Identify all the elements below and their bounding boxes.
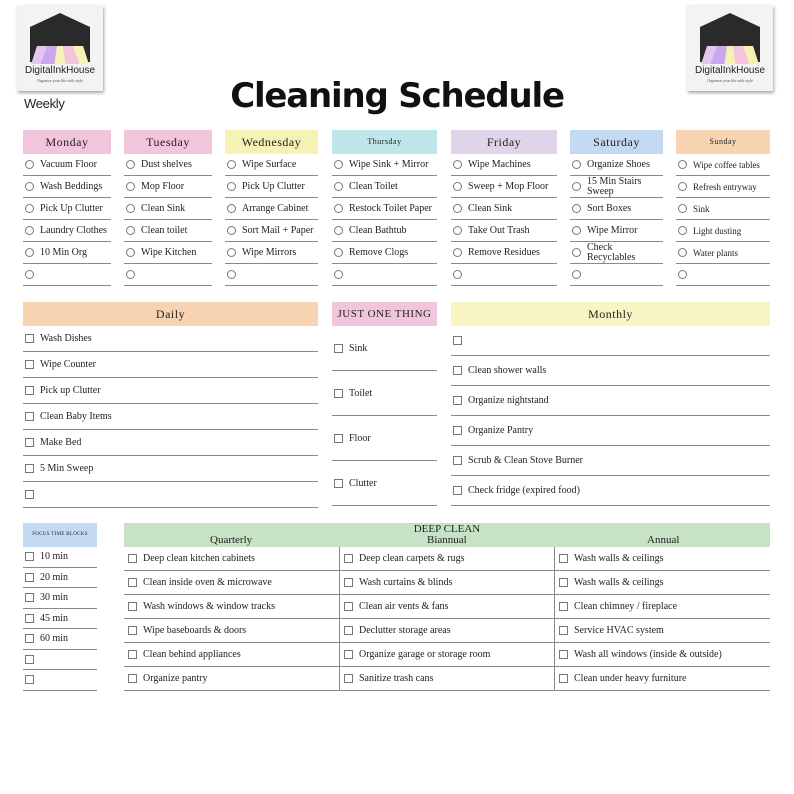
day-task-row — [332, 154, 437, 176]
task-label: Wipe Surface — [242, 158, 297, 170]
day-task-row — [570, 198, 663, 220]
focus-block-row — [23, 650, 97, 671]
house-logo-icon — [697, 10, 763, 64]
monthly-header: Monthly — [451, 302, 770, 326]
monthly-task-row — [451, 326, 770, 356]
focus-block-row — [23, 568, 97, 589]
day-task-row — [451, 242, 557, 264]
one-thing-section — [332, 302, 437, 506]
deep-clean-row — [555, 547, 770, 571]
checkbox[interactable] — [25, 655, 34, 664]
checkbox[interactable] — [128, 650, 137, 659]
task-label: Laundry Clothes — [40, 224, 107, 236]
checkbox[interactable] — [334, 479, 343, 488]
radio-circle[interactable] — [25, 248, 34, 257]
radio-circle[interactable] — [572, 270, 581, 279]
radio-circle[interactable] — [126, 270, 135, 279]
checkbox[interactable] — [453, 486, 462, 495]
task-label: Arrange Cabinet — [242, 202, 309, 214]
checkbox[interactable] — [559, 674, 568, 683]
monthly-task-row — [451, 356, 770, 386]
day-header: Monday — [23, 130, 111, 154]
day-task-row — [124, 220, 212, 242]
day-task-row — [124, 198, 212, 220]
task-label: Organize Pantry — [468, 425, 534, 436]
radio-circle[interactable] — [572, 182, 581, 191]
task-label: Sink — [349, 342, 368, 354]
daily-task-row — [23, 352, 318, 378]
radio-circle[interactable] — [453, 182, 462, 191]
radio-circle[interactable] — [334, 226, 343, 235]
deep-clean-row — [124, 619, 339, 643]
day-task-row — [570, 264, 663, 286]
task-label: Sanitize trash cans — [359, 673, 434, 684]
task-label: Wipe coffee tables — [693, 159, 760, 170]
checkbox[interactable] — [344, 626, 353, 635]
day-task-row — [676, 264, 770, 286]
task-label: Dust shelves — [141, 158, 192, 170]
task-label: 10 min — [40, 551, 69, 563]
radio-circle[interactable] — [126, 182, 135, 191]
radio-circle[interactable] — [25, 204, 34, 213]
task-label: Remove Residues — [468, 246, 540, 258]
task-label: Clean shower walls — [468, 365, 547, 376]
checkbox[interactable] — [25, 675, 34, 684]
day-task-row — [451, 220, 557, 242]
daily-task-row — [23, 482, 318, 508]
task-label: Clean under heavy furniture — [574, 673, 687, 684]
day-task-row — [225, 264, 318, 286]
checkbox[interactable] — [344, 602, 353, 611]
radio-circle[interactable] — [227, 270, 236, 279]
checkbox[interactable] — [128, 626, 137, 635]
radio-circle[interactable] — [334, 270, 343, 279]
day-column-monday — [23, 130, 111, 286]
task-label: Clean air vents & fans — [359, 601, 449, 612]
day-task-row — [332, 242, 437, 264]
day-task-row — [676, 242, 770, 264]
task-label: Clean toilet — [141, 224, 188, 236]
checkbox[interactable] — [25, 552, 34, 561]
checkbox[interactable] — [25, 438, 34, 447]
task-label: Sort Boxes — [587, 202, 632, 214]
checkbox[interactable] — [453, 366, 462, 375]
day-task-row — [23, 264, 111, 286]
checkbox[interactable] — [344, 578, 353, 587]
house-logo-icon — [27, 10, 93, 64]
radio-circle[interactable] — [678, 160, 687, 169]
task-label: Wash Dishes — [40, 333, 92, 344]
checkbox[interactable] — [25, 614, 34, 623]
task-label: 30 min — [40, 592, 69, 604]
weekly-label: Weekly — [24, 96, 65, 111]
checkbox[interactable] — [559, 554, 568, 563]
task-label: Pick up Clutter — [40, 385, 101, 396]
task-label: Sink — [693, 203, 710, 214]
checkbox[interactable] — [25, 634, 34, 643]
focus-block-row — [23, 588, 97, 609]
checkbox[interactable] — [25, 593, 34, 602]
checkbox[interactable] — [25, 490, 34, 499]
radio-circle[interactable] — [678, 248, 687, 257]
day-task-row — [225, 242, 318, 264]
day-task-row — [332, 220, 437, 242]
radio-circle[interactable] — [126, 248, 135, 257]
radio-circle[interactable] — [126, 160, 135, 169]
task-label: Wash curtains & blinds — [359, 577, 453, 588]
quarterly-title: Quarterly — [210, 534, 253, 546]
annual-title: Annual — [647, 534, 680, 546]
day-task-row — [451, 154, 557, 176]
radio-circle[interactable] — [334, 160, 343, 169]
radio-circle[interactable] — [678, 182, 687, 191]
task-label: Restock Toilet Paper — [349, 202, 432, 214]
task-label: Wipe Kitchen — [141, 246, 197, 258]
one-thing-header: JUST ONE THING — [332, 302, 437, 326]
checkbox[interactable] — [559, 602, 568, 611]
checkbox[interactable] — [25, 386, 34, 395]
checkbox[interactable] — [453, 426, 462, 435]
day-task-row — [124, 264, 212, 286]
task-label: Vacuum Floor — [40, 158, 97, 170]
task-label: Wipe Sink + Mirror — [349, 158, 429, 170]
brand-name: DigitalInkHouse — [694, 65, 766, 76]
task-label: Wash walls & ceilings — [574, 577, 664, 588]
day-column-wednesday — [225, 130, 318, 286]
deep-clean-row — [124, 643, 339, 667]
radio-circle[interactable] — [572, 204, 581, 213]
checkbox[interactable] — [128, 602, 137, 611]
task-label: Organize Shoes — [587, 158, 650, 170]
day-task-row — [23, 154, 111, 176]
day-task-row — [451, 198, 557, 220]
deep-clean-row — [124, 547, 339, 571]
radio-circle[interactable] — [334, 248, 343, 257]
one-thing-row — [332, 371, 437, 416]
task-label: Organize pantry — [143, 673, 208, 684]
task-label: Pick Up Clutter — [40, 202, 103, 214]
task-label: Organize garage or storage room — [359, 649, 491, 660]
radio-circle[interactable] — [453, 160, 462, 169]
daily-task-row — [23, 326, 318, 352]
task-label: Floor — [349, 432, 371, 444]
day-column-tuesday — [124, 130, 212, 286]
task-label: Check Recyclables — [587, 241, 636, 263]
day-task-row — [23, 220, 111, 242]
task-label: Deep clean kitchen cabinets — [143, 553, 255, 564]
divider — [339, 547, 340, 691]
checkbox[interactable] — [344, 674, 353, 683]
checkbox[interactable] — [334, 434, 343, 443]
checkbox[interactable] — [128, 578, 137, 587]
task-label: Clean Bathtub — [349, 224, 407, 236]
day-task-row — [332, 264, 437, 286]
task-label: Wipe Counter — [40, 359, 96, 370]
radio-circle[interactable] — [126, 204, 135, 213]
task-label: Take Out Trash — [468, 224, 530, 236]
radio-circle[interactable] — [227, 182, 236, 191]
deep-clean-row — [555, 643, 770, 667]
checkbox[interactable] — [25, 334, 34, 343]
task-label: Clean Sink — [468, 202, 513, 214]
deep-clean-row — [555, 619, 770, 643]
day-header: Friday — [451, 130, 557, 154]
radio-circle[interactable] — [25, 270, 34, 279]
task-label: Declutter storage areas — [359, 625, 451, 636]
task-label: Wipe Mirrors — [242, 246, 297, 258]
focus-section — [23, 523, 97, 691]
one-thing-row — [332, 326, 437, 371]
monthly-task-row — [451, 476, 770, 506]
radio-circle[interactable] — [453, 248, 462, 257]
focus-header: FOCUS TIME BLOCKS — [23, 523, 97, 547]
task-label: Remove Clogs — [349, 246, 409, 258]
task-label: Refresh entryway — [693, 181, 757, 192]
checkbox[interactable] — [25, 464, 34, 473]
deep-clean-row — [340, 571, 554, 595]
deep-clean-row — [340, 619, 554, 643]
radio-circle[interactable] — [227, 248, 236, 257]
day-task-row — [225, 220, 318, 242]
radio-circle[interactable] — [334, 182, 343, 191]
task-label: Water plants — [693, 247, 739, 258]
task-label: Make Bed — [40, 437, 82, 448]
task-label: Clean inside oven & microwave — [143, 577, 272, 588]
task-label: 10 Min Org — [40, 246, 88, 258]
day-task-row — [332, 176, 437, 198]
radio-circle[interactable] — [453, 226, 462, 235]
task-label: 15 Min Stairs Sweep — [587, 175, 642, 197]
task-label: 60 min — [40, 633, 69, 645]
day-column-thursday — [332, 130, 437, 286]
task-label: Pick Up Clutter — [242, 180, 305, 192]
day-column-saturday — [570, 130, 663, 286]
checkbox[interactable] — [334, 344, 343, 353]
day-task-row — [225, 198, 318, 220]
task-label: Clutter — [349, 477, 377, 489]
task-label: Check fridge (expired food) — [468, 485, 580, 496]
monthly-task-row — [451, 416, 770, 446]
checkbox[interactable] — [559, 626, 568, 635]
day-task-row — [570, 154, 663, 176]
task-label: Sort Mail + Paper — [242, 224, 314, 236]
task-label: Wipe Mirror — [587, 224, 638, 236]
day-header: Thursday — [332, 130, 437, 154]
brand-logo — [17, 5, 103, 91]
deep-clean-row — [124, 667, 339, 691]
day-task-row — [676, 154, 770, 176]
checkbox[interactable] — [453, 336, 462, 345]
checkbox[interactable] — [128, 554, 137, 563]
task-label: Clean chimney / fireplace — [574, 601, 678, 612]
task-label: Wipe baseboards & doors — [143, 625, 247, 636]
task-label: Wash walls & ceilings — [574, 553, 664, 564]
radio-circle[interactable] — [25, 160, 34, 169]
checkbox[interactable] — [559, 650, 568, 659]
divider — [554, 547, 555, 691]
day-header: Wednesday — [225, 130, 318, 154]
deep-clean-row — [555, 595, 770, 619]
checkbox[interactable] — [334, 389, 343, 398]
daily-task-row — [23, 378, 318, 404]
deep-clean-row — [555, 571, 770, 595]
day-task-row — [23, 242, 111, 264]
biannual-list — [340, 547, 554, 691]
day-task-row — [124, 242, 212, 264]
focus-block-row — [23, 629, 97, 650]
focus-block-row — [23, 547, 97, 568]
day-task-row — [225, 154, 318, 176]
daily-section — [23, 302, 318, 508]
day-task-row — [124, 176, 212, 198]
radio-circle[interactable] — [25, 226, 34, 235]
task-label: Wash Beddings — [40, 180, 103, 192]
checkbox[interactable] — [25, 573, 34, 582]
monthly-task-row — [451, 446, 770, 476]
deep-clean-row — [124, 595, 339, 619]
monthly-section — [451, 302, 770, 506]
task-label: Mop Floor — [141, 180, 185, 192]
checkbox[interactable] — [128, 674, 137, 683]
task-label: Sweep + Mop Floor — [468, 180, 549, 192]
radio-circle[interactable] — [572, 248, 581, 257]
task-label: 5 Min Sweep — [40, 463, 94, 474]
day-task-row — [23, 198, 111, 220]
quarterly-list — [124, 547, 339, 691]
task-label: Service HVAC system — [574, 625, 664, 636]
task-label: 20 min — [40, 571, 69, 583]
day-task-row — [676, 220, 770, 242]
checkbox[interactable] — [25, 360, 34, 369]
daily-task-row — [23, 404, 318, 430]
checkbox[interactable] — [559, 578, 568, 587]
deep-clean-title: DEEP CLEAN — [413, 523, 481, 535]
deep-clean-row — [340, 595, 554, 619]
checkbox[interactable] — [344, 554, 353, 563]
checkbox[interactable] — [25, 412, 34, 421]
task-label: Clean Toilet — [349, 180, 398, 192]
task-label: Scrub & Clean Stove Burner — [468, 455, 583, 466]
day-column-friday — [451, 130, 557, 286]
day-task-row — [451, 264, 557, 286]
day-header: Sunday — [676, 130, 770, 154]
day-task-row — [570, 242, 663, 264]
radio-circle[interactable] — [453, 204, 462, 213]
day-task-row — [23, 176, 111, 198]
radio-circle[interactable] — [227, 204, 236, 213]
daily-task-row — [23, 456, 318, 482]
day-task-row — [676, 176, 770, 198]
deep-clean-row — [340, 643, 554, 667]
radio-circle[interactable] — [227, 226, 236, 235]
day-header: Saturday — [570, 130, 663, 154]
checkbox[interactable] — [453, 396, 462, 405]
checkbox[interactable] — [453, 456, 462, 465]
brand-tagline: Organize your life with style — [707, 78, 753, 83]
radio-circle[interactable] — [334, 204, 343, 213]
task-label: Organize nightstand — [468, 395, 549, 406]
day-header: Tuesday — [124, 130, 212, 154]
radio-circle[interactable] — [572, 226, 581, 235]
radio-circle[interactable] — [453, 270, 462, 279]
annual-list — [555, 547, 770, 691]
task-label: Toilet — [349, 387, 373, 399]
one-thing-row — [332, 461, 437, 506]
radio-circle[interactable] — [25, 182, 34, 191]
biannual-title: Biannual — [427, 534, 467, 546]
day-task-row — [676, 198, 770, 220]
day-column-sunday — [676, 130, 770, 286]
monthly-task-row — [451, 386, 770, 416]
brand-tagline: Organize your life with style — [37, 78, 83, 83]
day-task-row — [124, 154, 212, 176]
radio-circle[interactable] — [678, 226, 687, 235]
daily-task-row — [23, 430, 318, 456]
task-label: Clean Sink — [141, 202, 186, 214]
task-label: 45 min — [40, 612, 69, 624]
focus-block-row — [23, 609, 97, 630]
task-label: Clean Baby Items — [40, 411, 112, 422]
day-task-row — [332, 198, 437, 220]
deep-clean-header — [124, 523, 770, 547]
task-label: Light dusting — [693, 225, 742, 236]
task-label: Wash all windows (inside & outside) — [574, 649, 722, 660]
deep-clean-row — [555, 667, 770, 691]
brand-name: DigitalInkHouse — [24, 65, 96, 76]
day-task-row — [451, 176, 557, 198]
day-task-row — [225, 176, 318, 198]
radio-circle[interactable] — [678, 270, 687, 279]
focus-block-row — [23, 670, 97, 691]
checkbox[interactable] — [344, 650, 353, 659]
radio-circle[interactable] — [126, 226, 135, 235]
daily-header: Daily — [23, 302, 318, 326]
page-title: Cleaning Schedule — [230, 76, 564, 116]
task-label: Clean behind appliances — [143, 649, 241, 660]
radio-circle[interactable] — [572, 160, 581, 169]
deep-clean-row — [340, 667, 554, 691]
deep-clean-row — [124, 571, 339, 595]
radio-circle[interactable] — [678, 204, 687, 213]
task-label: Deep clean carpets & rugs — [359, 553, 465, 564]
one-thing-row — [332, 416, 437, 461]
day-task-row — [570, 220, 663, 242]
task-label: Wipe Machines — [468, 158, 531, 170]
day-task-row — [570, 176, 663, 198]
task-label: Wash windows & window tracks — [143, 601, 275, 612]
radio-circle[interactable] — [227, 160, 236, 169]
deep-clean-row — [340, 547, 554, 571]
brand-logo — [687, 5, 773, 91]
